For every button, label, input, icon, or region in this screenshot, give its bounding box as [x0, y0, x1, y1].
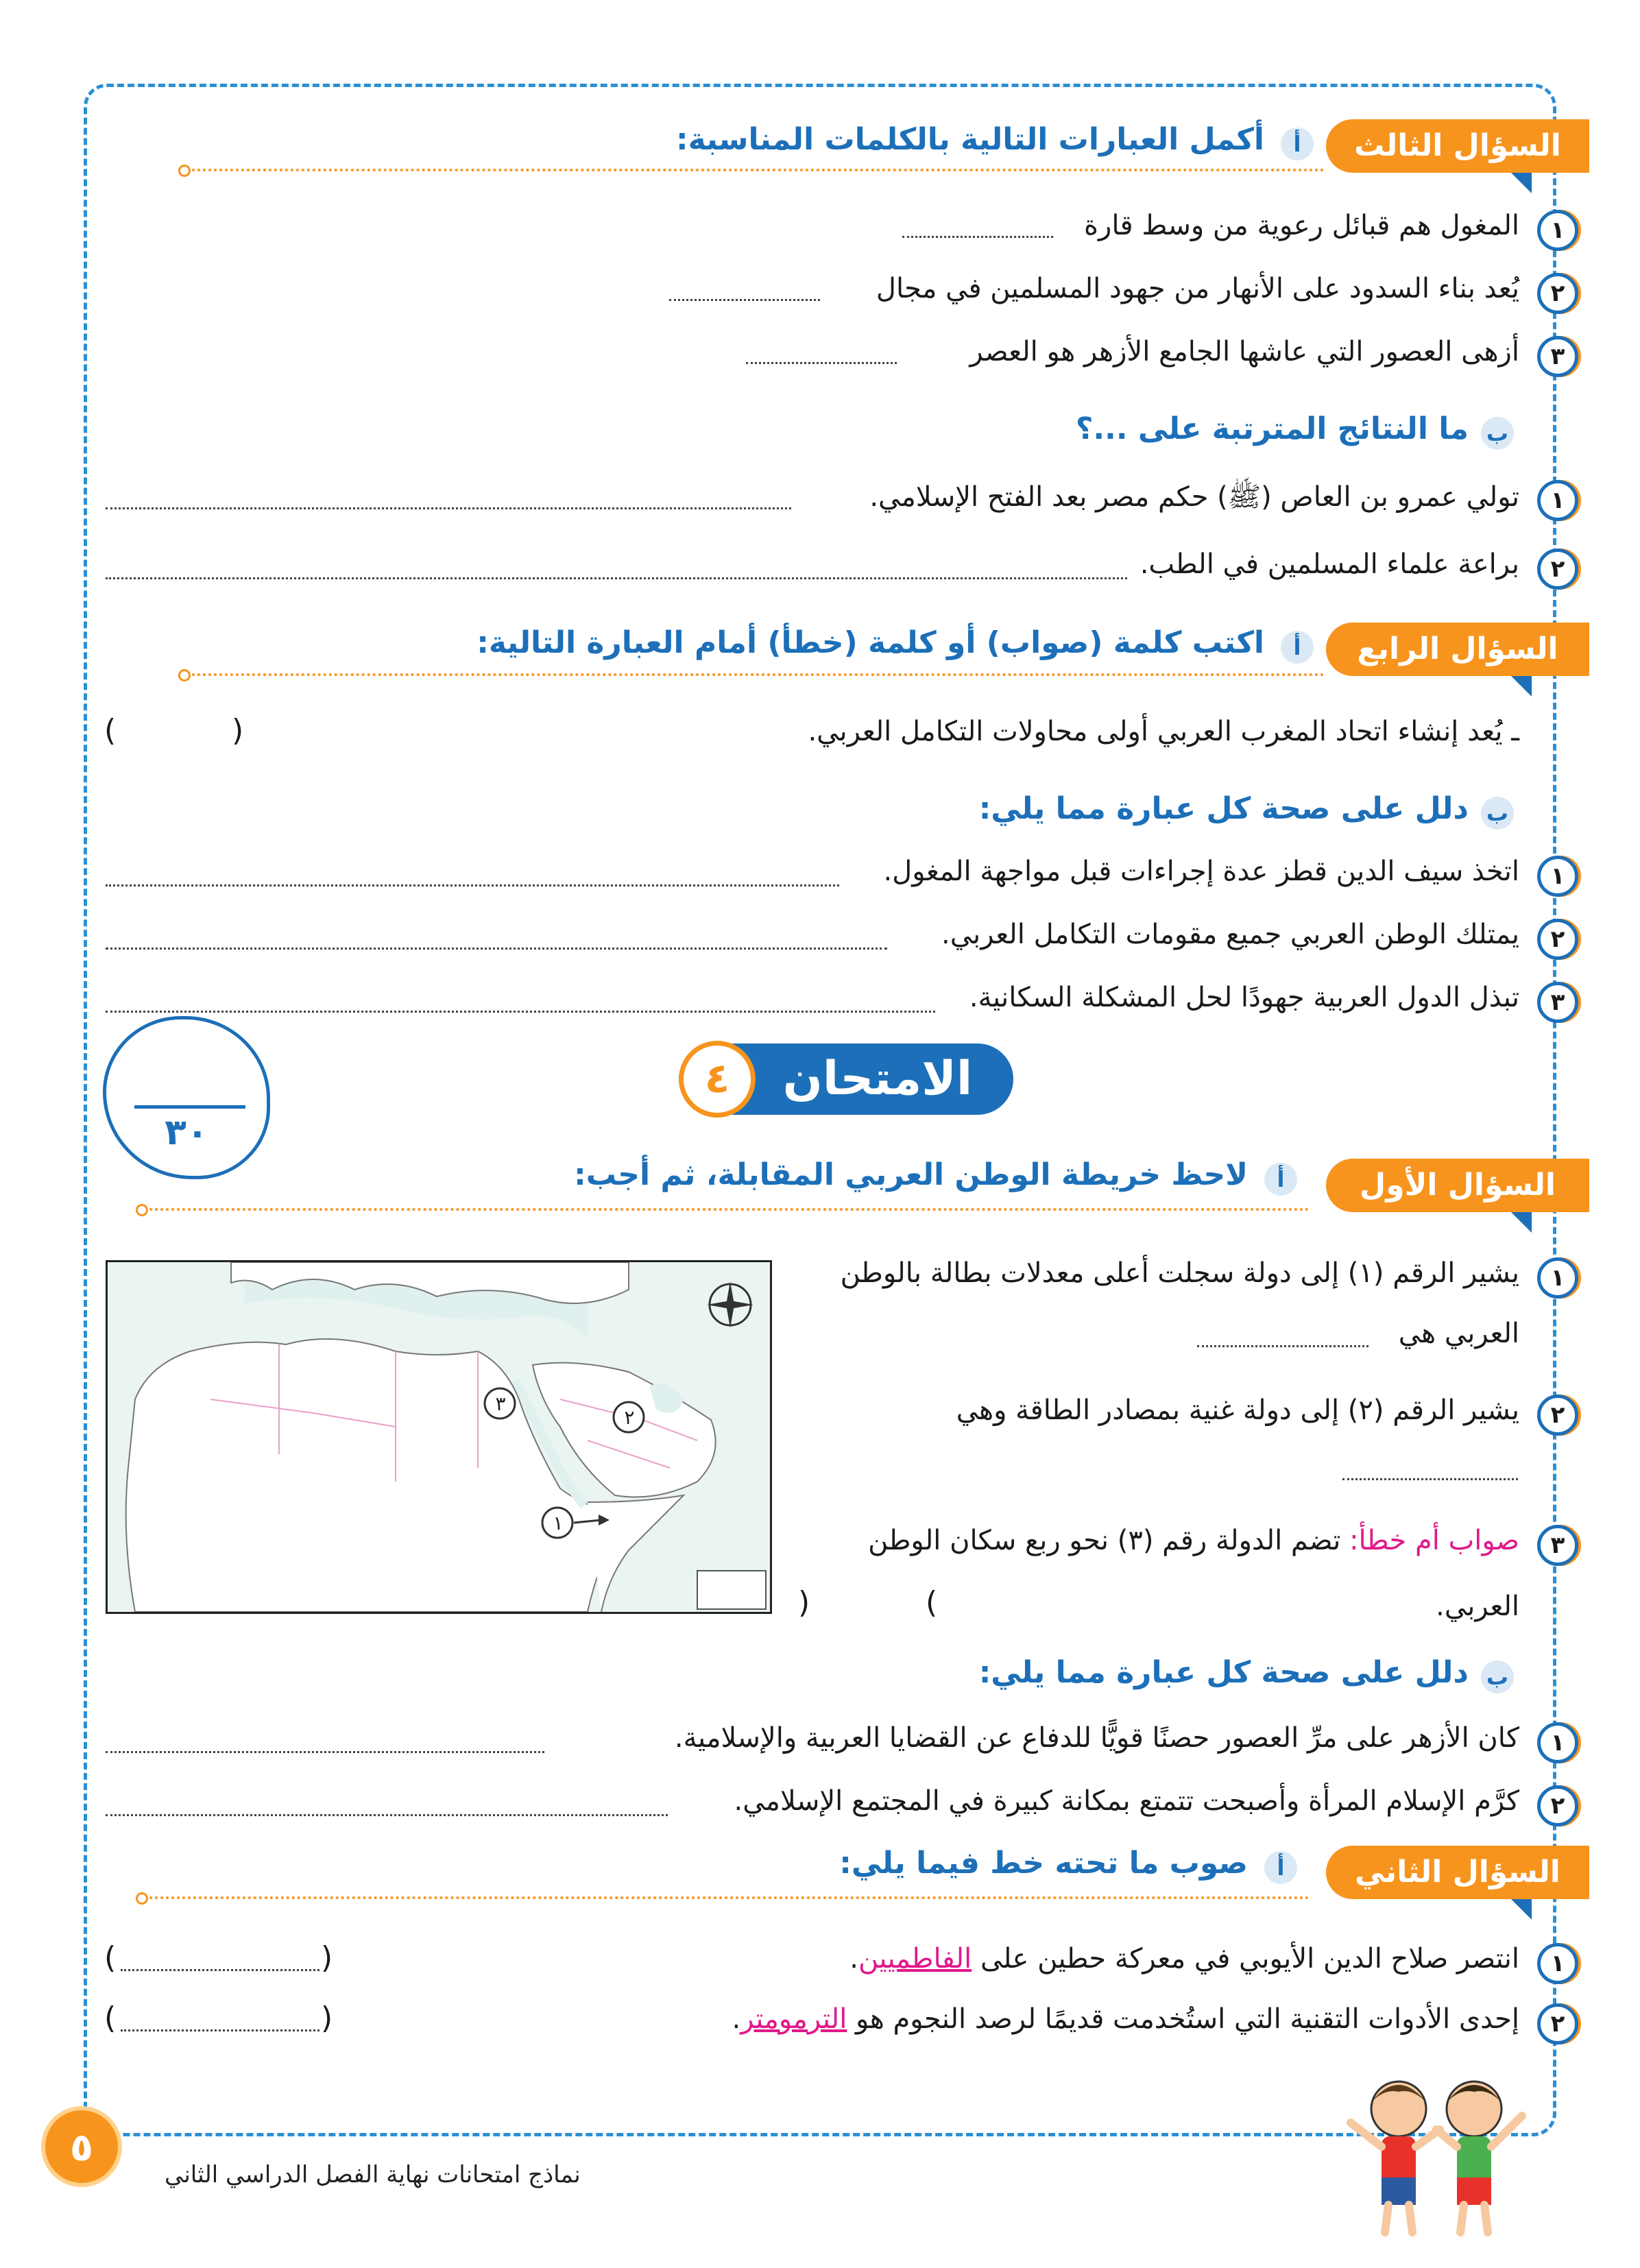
section-tab-q3: السؤال الثالث	[1326, 119, 1589, 173]
footer-text: نماذج امتحانات نهاية الفصل الدراسي الثاني	[165, 2161, 581, 2188]
answer-blank[interactable]	[121, 1969, 319, 1971]
section-heading: دلل على صحة كل عبارة مما يلي:	[978, 1655, 1469, 1690]
map-marker-2: ٢	[624, 1406, 635, 1429]
item-number: ١	[1537, 1722, 1578, 1763]
sub-badge-a: أ	[1264, 1163, 1297, 1196]
kids-mascot-icon	[1323, 2061, 1543, 2246]
section-heading: أكمل العبارات التالية بالكلمات المناسبة:	[676, 122, 1264, 157]
arab-world-map	[106, 1260, 772, 1614]
question-text: تبذل الدول العربية جهودًا لحل المشكلة السكانية.	[969, 982, 1519, 1013]
section-tab-q2: السؤال الثاني	[1326, 1846, 1589, 1899]
item-number: ٢	[1537, 273, 1578, 314]
answer-line[interactable]	[106, 577, 1127, 579]
exam-number: ٤	[679, 1041, 756, 1118]
heading-rule	[186, 673, 1325, 676]
exam-title: الامتحان	[782, 1052, 973, 1106]
question-text: المغول هم قبائل رعوية من وسط قارة	[1084, 210, 1519, 241]
question-text: كان الأزهر على مرِّ العصور حصنًا قويًّا للدفاع عن القضايا العربية والإسلامية.	[674, 1722, 1519, 1754]
item-number: ٣	[1537, 336, 1578, 377]
sub-badge-b: ب	[1481, 797, 1514, 830]
answer-line[interactable]	[106, 507, 791, 509]
answer-parenthesis[interactable]: )	[232, 713, 244, 748]
heading-rule	[186, 169, 1325, 171]
answer-parenthesis[interactable]: (	[926, 1585, 938, 1620]
section-heading: اكتب كلمة (صواب) أو كلمة (خطأ) أمام العبارة التالية:	[477, 625, 1264, 660]
item-number: ١	[1537, 480, 1578, 521]
question-text: ـ يُعد إنشاء اتحاد المغرب العربي أولى محاولات التكامل العربي.	[808, 716, 1519, 747]
question-text: تولي عمرو بن العاص (ﷺ) حكم مصر بعد الفتح الإسلامي.	[869, 481, 1519, 513]
question-text: يُعد بناء السدود على الأنهار من جهود المسلمين في مجال	[876, 273, 1519, 304]
sub-badge-a: أ	[1281, 631, 1314, 664]
true-false-label: صواب أم خطأ:	[1349, 1525, 1519, 1556]
answer-blank[interactable]	[1342, 1478, 1518, 1480]
question-text: أزهى العصور التي عاشها الجامع الأزهر هو العصر	[969, 336, 1519, 367]
question-text: يشير الرقم (١) إلى دولة سجلت أعلى معدلات بطالة بالوطن	[840, 1257, 1519, 1289]
section-tab-q1: السؤال الأول	[1326, 1159, 1589, 1212]
heading-rule	[144, 1208, 1310, 1211]
section-tab-q4: السؤال الرابع	[1326, 623, 1589, 676]
score-total: ٣٠	[165, 1112, 208, 1153]
answer-parenthesis[interactable]: )	[321, 2001, 333, 2036]
question-text: يمتلك الوطن العربي جميع مقومات التكامل العربي.	[941, 919, 1519, 950]
heading-rule	[144, 1896, 1310, 1899]
map-drawing	[108, 1262, 770, 1612]
answer-parenthesis[interactable]: (	[104, 2001, 117, 2036]
answer-parenthesis[interactable]: (	[104, 1940, 117, 1975]
answer-line[interactable]	[106, 948, 887, 950]
question-body: تضم الدولة رقم (٣) نحو ربع سكان الوطن	[868, 1525, 1341, 1556]
item-number: ١	[1537, 1257, 1578, 1299]
answer-blank[interactable]	[746, 362, 897, 364]
question-body: انتصر صلاح الدين الأيوبي في معركة حطين على	[980, 1943, 1519, 1975]
answer-parenthesis[interactable]: )	[321, 1940, 333, 1975]
score-divider	[134, 1105, 245, 1109]
answer-line[interactable]	[106, 1011, 935, 1013]
item-number: ٣	[1537, 1525, 1578, 1566]
answer-line[interactable]	[106, 1814, 668, 1816]
item-number: ٢	[1537, 919, 1578, 960]
item-number: ١	[1537, 856, 1578, 897]
question-text	[868, 1525, 1519, 1556]
sub-badge-a: أ	[1264, 1851, 1297, 1884]
tab-fold	[1511, 173, 1532, 193]
section-heading: صوب ما تحته خط فيما يلي:	[839, 1846, 1248, 1881]
item-number: ١	[1537, 210, 1578, 251]
section-heading: ما النتائج المترتبة على ...؟	[1075, 411, 1469, 446]
page-number-badge: ٥	[41, 2106, 122, 2187]
item-number: ١	[1537, 1943, 1578, 1984]
answer-blank[interactable]	[669, 299, 820, 301]
sub-badge-b: ب	[1481, 1661, 1514, 1693]
tab-fold	[1511, 1212, 1532, 1233]
question-text: اتخذ سيف الدين قطز عدة إجراءات قبل مواجهة المغول.	[883, 856, 1519, 887]
item-number: ٢	[1537, 1395, 1578, 1436]
item-number: ٣	[1537, 982, 1578, 1023]
map-marker-3: ٣	[495, 1392, 506, 1415]
question-text-cont: العربي.	[1436, 1591, 1519, 1622]
sub-badge-a: أ	[1281, 128, 1314, 160]
sub-badge-b: ب	[1481, 417, 1514, 450]
section-heading: دلل على صحة كل عبارة مما يلي:	[978, 791, 1469, 826]
answer-line[interactable]	[106, 884, 839, 886]
answer-parenthesis[interactable]: (	[104, 713, 117, 748]
map-marker-1: ١	[553, 1512, 564, 1534]
sentence-end: .	[849, 1943, 858, 1975]
tab-fold	[1511, 1899, 1532, 1920]
answer-parenthesis[interactable]: )	[798, 1585, 810, 1620]
sentence-end: .	[732, 2003, 741, 2035]
question-text: يشير الرقم (٢) إلى دولة غنية بمصادر الطاقة وهي	[956, 1395, 1519, 1426]
item-number: ٢	[1537, 1785, 1578, 1826]
answer-blank[interactable]	[902, 236, 1053, 238]
question-body: إحدى الأدوات التقنية التي استُخدمت قديمًا لرصد النجوم هو	[856, 2003, 1519, 2035]
answer-line[interactable]	[106, 1751, 544, 1753]
question-text-cont: العربي هي	[1398, 1318, 1519, 1349]
underlined-word: الترمومتر	[740, 2003, 847, 2035]
section-heading: لاحظ خريطة الوطن العربي المقابلة، ثم أجب:	[574, 1157, 1248, 1192]
question-text	[849, 1943, 1519, 1975]
answer-blank[interactable]	[121, 2029, 319, 2031]
item-number: ٢	[1537, 548, 1578, 590]
item-number: ٢	[1537, 2003, 1578, 2044]
question-text	[732, 2003, 1519, 2035]
answer-blank[interactable]	[1197, 1345, 1368, 1347]
tab-fold	[1511, 676, 1532, 697]
underlined-word: الفاطميين	[858, 1943, 972, 1975]
question-text: براعة علماء المسلمين في الطب.	[1139, 548, 1519, 580]
question-text: كرَّم الإسلام المرأة وأصبحت تتمتع بمكانة كبيرة في المجتمع الإسلامي.	[734, 1785, 1519, 1817]
